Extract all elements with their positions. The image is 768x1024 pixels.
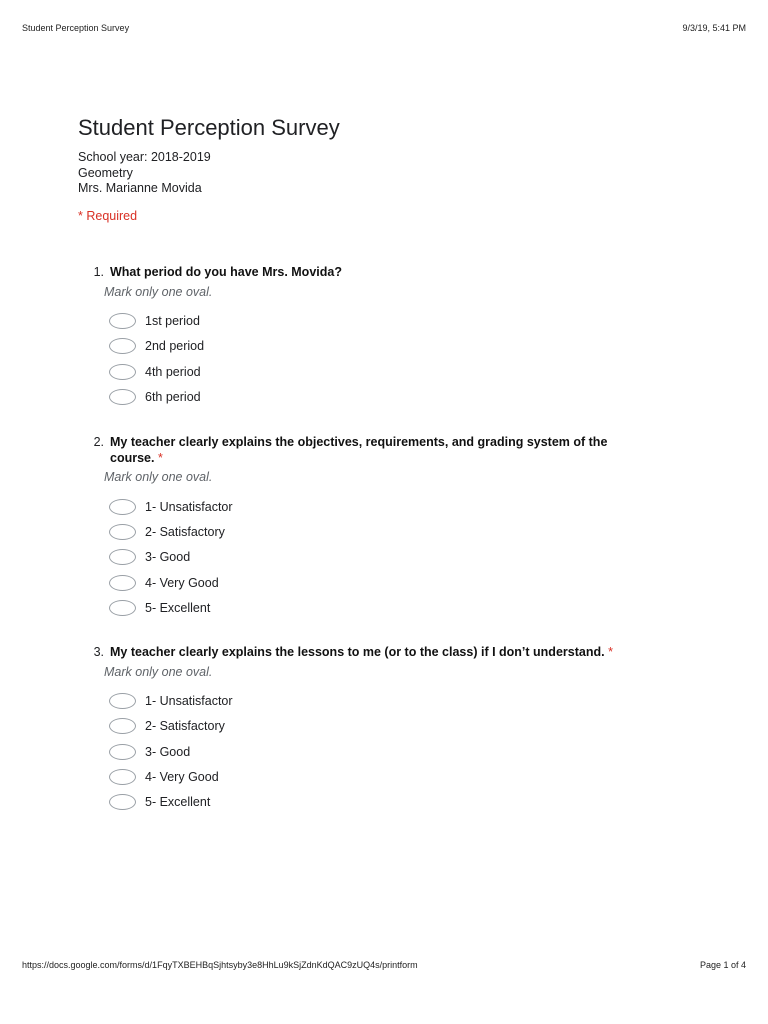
option-item[interactable] [109,570,648,595]
option-label: 4- Very Good [145,575,219,590]
radio-oval[interactable] [109,499,136,515]
option-label: 3- Good [145,550,191,565]
radio-oval[interactable] [109,313,136,329]
option-label: 3- Good [145,744,191,759]
radio-oval[interactable] [109,575,136,591]
option-label: 1- Unsatisfactor [145,499,233,514]
option-item[interactable] [109,359,648,384]
option-item[interactable] [109,764,648,789]
option-item[interactable] [109,689,648,714]
question-instruction: Mark only one oval. [104,284,213,299]
option-label: 2nd period [145,339,205,354]
option-label: 1st period [145,314,200,329]
question-header [78,435,648,466]
radio-oval[interactable] [109,600,136,616]
option-label: 2- Satisfactory [145,524,225,539]
question-text-label: My teacher clearly explains the lessons to me (or to the class) if I don’t understand. [110,645,605,659]
option-item[interactable] [109,545,648,570]
option-item[interactable] [109,334,648,359]
question-header [78,265,648,281]
form-description [78,150,658,197]
question-text [110,265,342,281]
option-label: 6th period [145,390,201,405]
option-item[interactable] [109,790,648,815]
question-text-label: My teacher clearly explains the objectives, requirements, and grading system of the course. [110,435,608,465]
question-instruction: Mark only one oval. [104,470,213,484]
radio-oval[interactable] [109,718,136,734]
radio-oval[interactable] [109,524,136,540]
print-footer-page: Page 1 of 4 [699,960,746,970]
option-item[interactable] [109,309,648,334]
option-item[interactable] [109,595,648,620]
print-header-title: Student Perception Survey [22,23,130,33]
option-label: 5- Excellent [145,600,211,615]
options-list [109,494,648,620]
print-header-timestamp: 9/3/19, 5:41 PM [682,23,746,33]
option-label: 5- Excellent [145,795,211,810]
option-label: 4th period [145,364,201,379]
radio-oval[interactable] [109,769,136,785]
question-number: 1. [93,265,104,279]
option-label: 4- Very Good [145,770,219,785]
question-3 [78,645,648,815]
required-star: * [608,645,613,659]
question-number: 2. [93,435,104,449]
radio-oval[interactable] [109,794,136,810]
description-teacher: Mrs. Marianne Movida [78,181,202,195]
option-item[interactable] [109,739,648,764]
question-number: 3. [93,645,104,659]
radio-oval[interactable] [109,549,136,565]
option-item[interactable] [109,519,648,544]
print-header [22,23,746,33]
question-instruction: Mark only one oval. [104,664,213,679]
question-1 [78,265,648,410]
description-subject: Geometry [78,165,133,180]
options-list [109,309,648,410]
option-label: 1- Unsatisfactor [145,694,233,709]
option-label: 2- Satisfactory [145,719,225,734]
description-school-year: School year: 2018-2019 [78,150,211,164]
question-text [110,645,613,661]
form-title: Student Perception Survey [78,115,340,140]
options-list [109,689,648,815]
print-footer [22,960,746,970]
question-2 [78,435,648,620]
required-star: * [157,450,163,465]
option-item[interactable] [109,714,648,739]
print-footer-url: https://docs.google.com/forms/d/1FqyTXBEHBqSjhtsyby3e8HhLu9kSjZdnKdQAC9zUQ4s/printform [22,960,418,970]
required-note: * Required [78,208,138,223]
radio-oval[interactable] [109,744,136,760]
question-text-label: What period do you have Mrs. Movida? [110,265,342,279]
radio-oval[interactable] [109,693,136,709]
question-header [78,645,648,661]
form-header [78,112,658,223]
option-item[interactable] [109,494,648,519]
option-item[interactable] [109,384,648,409]
radio-oval[interactable] [109,364,136,380]
question-text [110,435,648,466]
radio-oval[interactable] [109,338,136,354]
radio-oval[interactable] [109,389,136,405]
